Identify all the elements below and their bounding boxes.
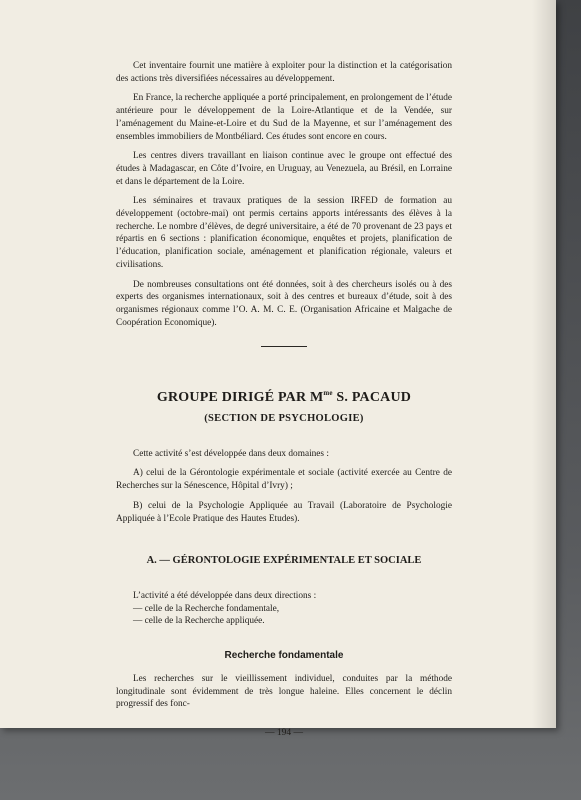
recherche-fondamentale-paragraph: Les recherches sur le vieillissement individuel, conduites par la méthode longitudinale sont évidemment de très longue haleine. Elles concernent le déclin progressif des fonc- — [116, 673, 452, 710]
intro-paragraph-3: Les centres divers travaillant en liaison continue avec le groupe ont effectué des études à Madagascar, en Côte d’Ivoire, en Uruguay, au Venezuela, au Brésil, en Lorraine et dans le département de la Loire. — [116, 151, 452, 187]
direction-item-1: — celle de la Recherche fondamentale, — [133, 603, 280, 614]
intro-paragraph-1: Cet inventaire fournit une matière à exploiter pour la distinction et la catégorisation des actions très diversifiées nécessaires au développement. — [116, 61, 452, 84]
group-title-before: GROUPE DIRIGÉ PAR M — [156, 390, 324, 406]
group-subtitle: (SECTION DE PSYCHOLOGIE) — [204, 413, 364, 425]
intro-paragraph-5: De nombreuses consultations ont été données, soit à des chercheurs isolés ou à des experts des organismes internationaux, soit à des centres et bureaux d’étude, soit à des organismes régionaux comme l’O. A. M. C. E. (Organisation Africaine et Malgache de Coopération Economique). — [116, 279, 452, 328]
section-a-heading: A. — GÉRONTOLOGIE EXPÉRIMENTALE ET SOCIALE — [146, 555, 422, 567]
direction-item-2: — celle de la Recherche appliquée. — [133, 616, 265, 627]
recherche-fondamentale-heading: Recherche fondamentale — [224, 650, 344, 662]
domain-a: A) celui de la Gérontologie expérimentale et sociale (activité exercée au Centre de Recherches sur la Sénescence, Hôpital d’Ivry) ; — [116, 468, 452, 492]
domains-intro: Cette activité s’est développée dans deux domaines : — [133, 448, 329, 459]
domain-b: B) celui de la Psychologie Appliquée au Travail (Laboratoire de Psychologie Appliquée à l’Ecole Pratique des Hautes Etudes). — [116, 500, 452, 524]
section-divider — [261, 346, 307, 347]
intro-paragraph-2: En France, la recherche appliquée a porté principalement, en prolongement de l’étude antérieure pour le développement de la Loire-Atlantique et de la Vendée, sur l’aménagement du Maine-et-Loire et du Sud de la Mayenne, et sur l’aménagement des ensembles immobiliers de Montbéliard. Ces études sont encore en cours. — [116, 93, 452, 142]
page-number: — 194 — — [265, 727, 303, 738]
group-title-after: S. PACAUD — [332, 390, 412, 406]
directions-list — [116, 603, 452, 628]
page-content — [116, 60, 452, 740]
group-title-superscript: me — [323, 389, 333, 398]
directions-intro: L’activité a été développée dans deux directions : — [133, 590, 317, 601]
group-title — [116, 387, 452, 405]
intro-paragraph-4: Les séminaires et travaux pratiques de la session IRFED de formation au développement (octobre-mai) ont permis certains apports intéressants des élèves à la recherche. Le nombre d’élèves, de degré universitaire, a été de 70 provenant de 23 pays et répartis en 6 sections : planification économique, enquêtes et projets, planification de l’éducation, planification sociale, aménagement et planification régionale, valeurs et civilisations. — [116, 196, 452, 270]
